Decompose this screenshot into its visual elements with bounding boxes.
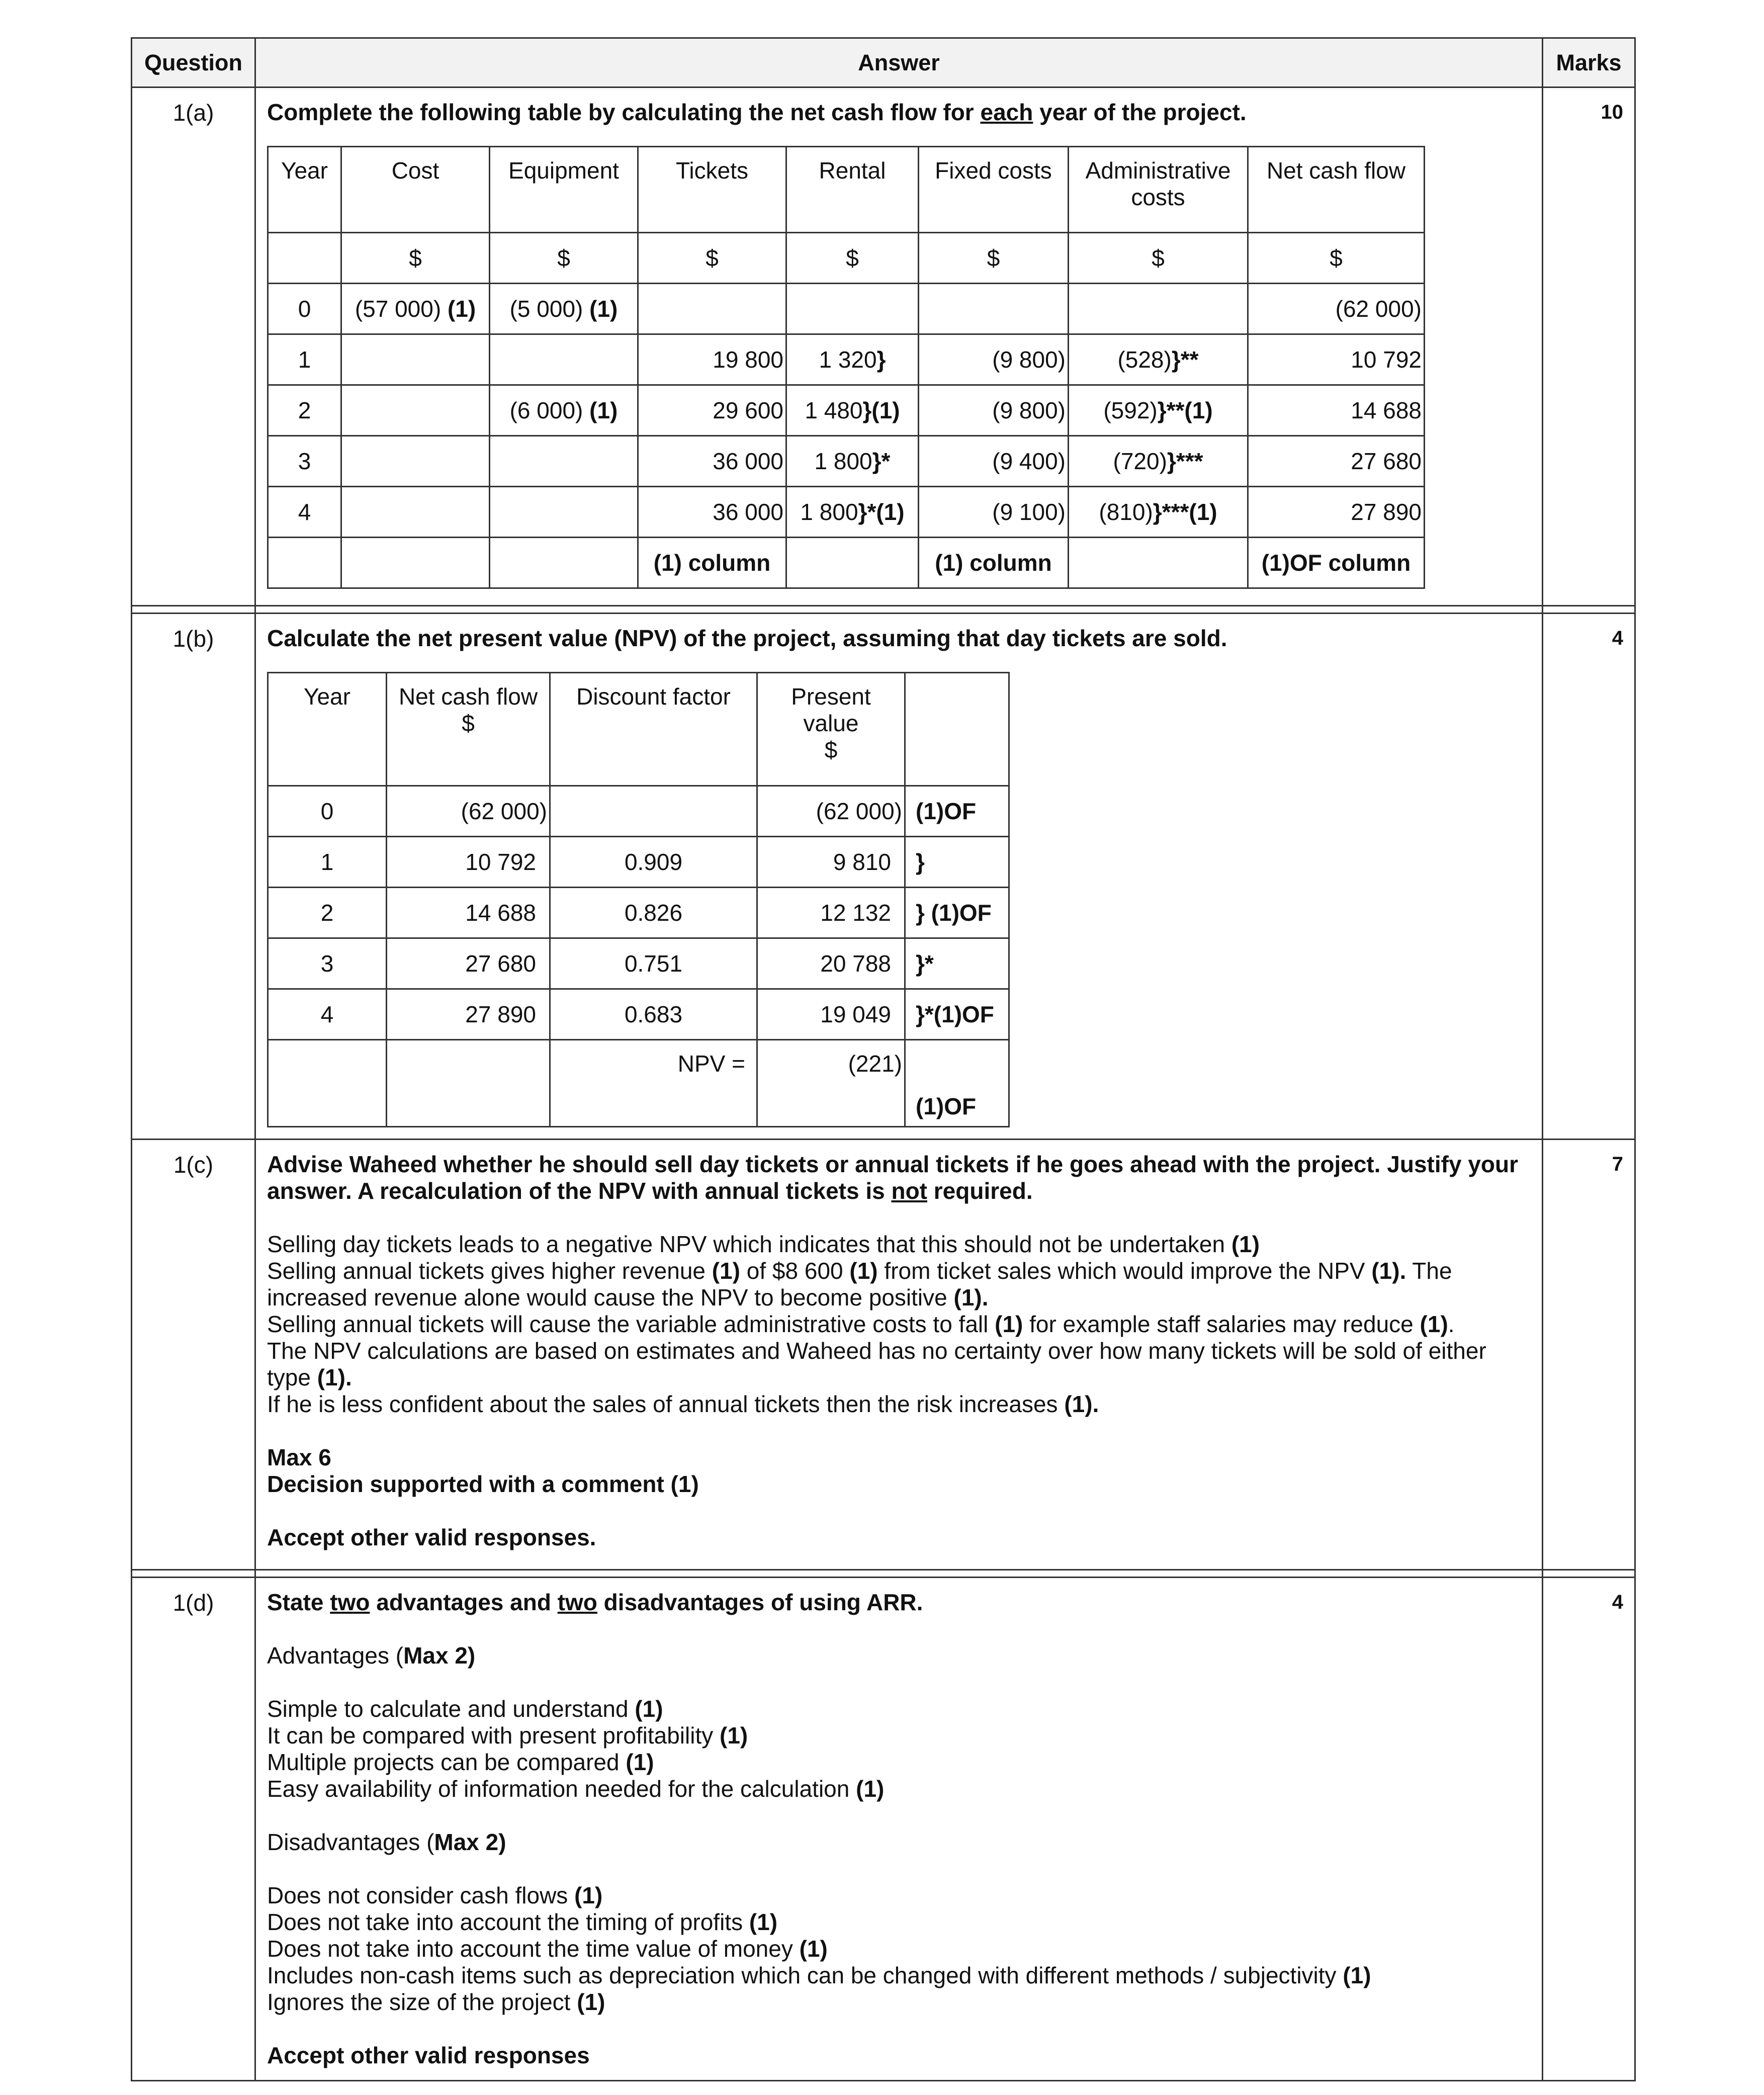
answer-point: Selling annual tickets gives higher revenue (1) of $8 600 (1) from ticket sales which would improve the NPV (1). The increased revenue alone would cause the NPV to become positive (1).	[267, 1258, 1452, 1311]
tickets-cell: 36 000	[638, 436, 786, 487]
unit-cell: $	[1069, 233, 1248, 284]
table-row	[268, 989, 1009, 1040]
column-mark: (1) column	[638, 538, 786, 588]
list-item: Multiple projects can be compared (1)	[267, 1749, 654, 1775]
year-cell: 1	[268, 334, 341, 385]
row-separator	[132, 606, 1635, 614]
table-row	[268, 938, 1009, 989]
question-number: 1(d)	[132, 1578, 255, 2081]
table-row	[268, 436, 1425, 487]
mark-cell: }	[905, 837, 1009, 888]
npv-row	[268, 1040, 1009, 1127]
admin-costs-cell: (592)}**(1)	[1069, 385, 1248, 436]
answer-cell	[255, 88, 1543, 606]
marks-value: 4	[1543, 614, 1635, 1140]
empty-cell	[387, 1040, 550, 1127]
present-value-cell: 12 132	[757, 888, 905, 938]
question-prompt: State two advantages and two disadvantages of using ARR.	[267, 1589, 923, 1615]
question-row-1c	[132, 1140, 1635, 1570]
mark-cell: (1)OF	[905, 1040, 1009, 1127]
column-header: Present value $	[757, 673, 905, 786]
present-value-cell: 19 049	[757, 989, 905, 1040]
question-header: Question	[132, 38, 255, 88]
rental-cell: 1 800}*(1)	[786, 487, 919, 538]
column-mark: (1)OF column	[1248, 538, 1425, 588]
discount-factor-cell	[550, 786, 757, 837]
question-number: 1(c)	[132, 1140, 255, 1570]
fixed-costs-cell: (9 800)	[919, 334, 1069, 385]
year-cell: 4	[268, 487, 341, 538]
cost-cell	[341, 334, 490, 385]
present-value-cell: 9 810	[757, 837, 905, 888]
column-header: Year	[268, 673, 387, 786]
table-row	[268, 888, 1009, 938]
net-cash-flow-cell: 14 688	[1248, 385, 1425, 436]
question-row-1a	[132, 88, 1635, 606]
table-row	[268, 385, 1425, 436]
footer-cell	[1069, 538, 1248, 588]
year-cell: 2	[268, 888, 387, 938]
fixed-costs-cell: (9 100)	[919, 487, 1069, 538]
unit-cell	[268, 233, 341, 284]
marks-value: 10	[1543, 88, 1635, 606]
unit-cell: $	[919, 233, 1069, 284]
max-marks-note: Max 6	[267, 1444, 331, 1470]
net-cash-flow-cell: 27 890	[387, 989, 550, 1040]
net-cash-flow-cell: 27 680	[387, 938, 550, 989]
equipment-cell: (6 000) (1)	[490, 385, 638, 436]
list-item: Does not consider cash flows (1)	[267, 1882, 603, 1908]
fixed-costs-cell	[919, 284, 1069, 334]
column-header	[905, 673, 1009, 786]
table-row	[268, 334, 1425, 385]
table-header-row	[268, 673, 1009, 786]
table-row	[268, 487, 1425, 538]
admin-costs-cell: (720)}***	[1069, 436, 1248, 487]
answer-point: Selling annual tickets will cause the variable administrative costs to fall (1) for example staff salaries may reduce (1).	[267, 1311, 1455, 1337]
present-value-cell: 20 788	[757, 938, 905, 989]
year-cell: 3	[268, 436, 341, 487]
net-cash-flow-cell: 10 792	[1248, 334, 1425, 385]
net-cash-flow-cell: (62 000)	[1248, 284, 1425, 334]
mark-scheme-table	[131, 37, 1636, 2081]
list-item: Ignores the size of the project (1)	[267, 1989, 605, 2015]
table-row	[268, 837, 1009, 888]
question-number: 1(b)	[132, 614, 255, 1140]
fixed-costs-cell: (9 400)	[919, 436, 1069, 487]
footer-cell	[341, 538, 490, 588]
decision-note: Decision supported with a comment (1)	[267, 1471, 699, 1497]
tickets-cell	[638, 284, 786, 334]
column-header: Tickets	[638, 147, 786, 233]
year-cell: 0	[268, 284, 341, 334]
fixed-costs-cell: (9 800)	[919, 385, 1069, 436]
unit-cell: $	[638, 233, 786, 284]
unit-cell: $	[1248, 233, 1425, 284]
column-header: Cost	[341, 147, 490, 233]
mark-cell: } (1)OF	[905, 888, 1009, 938]
present-value-cell: (62 000)	[757, 786, 905, 837]
header-row	[132, 38, 1635, 88]
question-number: 1(a)	[132, 88, 255, 606]
discount-factor-cell: 0.826	[550, 888, 757, 938]
mark-cell: (1)OF	[905, 786, 1009, 837]
column-header: Year	[268, 147, 341, 233]
equipment-cell: (5 000) (1)	[490, 284, 638, 334]
advantages-heading: Advantages (Max 2)	[267, 1642, 476, 1669]
rental-cell: 1 320}	[786, 334, 919, 385]
cost-cell	[341, 385, 490, 436]
admin-costs-cell	[1069, 284, 1248, 334]
rental-cell: 1 480}(1)	[786, 385, 919, 436]
net-cash-flow-cell: 27 680	[1248, 436, 1425, 487]
tickets-cell: 29 600	[638, 385, 786, 436]
list-item: Simple to calculate and understand (1)	[267, 1696, 663, 1722]
list-item: Includes non-cash items such as depreciation which can be changed with different methods / subjectivity (1)	[267, 1962, 1371, 1988]
marks-value: 4	[1543, 1578, 1635, 2081]
list-item: Does not take into account the timing of profits (1)	[267, 1909, 778, 1935]
year-cell: 1	[268, 837, 387, 888]
question-prompt: Calculate the net present value (NPV) of the project, assuming that day tickets are sold.	[267, 625, 1227, 651]
year-cell: 2	[268, 385, 341, 436]
admin-costs-cell: (810)}***(1)	[1069, 487, 1248, 538]
cost-cell: (57 000) (1)	[341, 284, 490, 334]
column-header: Net cash flow $	[387, 673, 550, 786]
cost-cell	[341, 487, 490, 538]
question-row-1b	[132, 614, 1635, 1140]
footer-cell	[268, 538, 341, 588]
rental-cell: 1 800}*	[786, 436, 919, 487]
npv-label: NPV =	[550, 1040, 757, 1127]
question-prompt: Advise Waheed whether he should sell day tickets or annual tickets if he goes ahead with the project. Justify your answer. A recalculation of the NPV with annual tickets is not required.	[267, 1151, 1519, 1204]
year-cell: 0	[268, 786, 387, 837]
year-cell: 3	[268, 938, 387, 989]
net-cash-flow-cell: 27 890	[1248, 487, 1425, 538]
equipment-cell	[490, 436, 638, 487]
column-header: Fixed costs	[919, 147, 1069, 233]
year-cell: 4	[268, 989, 387, 1040]
unit-cell: $	[341, 233, 490, 284]
net-cash-flow-cell: 14 688	[387, 888, 550, 938]
question-prompt: Complete the following table by calculating the net cash flow for each year of the project.	[267, 99, 1247, 125]
answer-point: The NPV calculations are based on estimates and Waheed has no certainty over how many tickets will be sold of either type (1).	[267, 1338, 1486, 1390]
unit-cell: $	[490, 233, 638, 284]
net-cash-flow-cell: 10 792	[387, 837, 550, 888]
admin-costs-cell: (528)}**	[1069, 334, 1248, 385]
tickets-cell: 36 000	[638, 487, 786, 538]
list-item: It can be compared with present profitability (1)	[267, 1722, 748, 1749]
net-cash-flow-cell: (62 000)	[387, 786, 550, 837]
table-header-row	[268, 147, 1425, 233]
npv-value: (221)	[757, 1040, 905, 1127]
column-header: Net cash flow	[1248, 147, 1425, 233]
answer-header: Answer	[255, 38, 1543, 88]
answer-cell	[255, 614, 1543, 1140]
answer-point: If he is less confident about the sales of annual tickets then the risk increases (1).	[267, 1391, 1099, 1417]
footer-cell	[786, 538, 919, 588]
accept-note: Accept other valid responses	[267, 2042, 590, 2068]
accept-note: Accept other valid responses.	[267, 1524, 596, 1550]
mark-cell: }*	[905, 938, 1009, 989]
table-units-row	[268, 233, 1425, 284]
rental-cell	[786, 284, 919, 334]
equipment-cell	[490, 487, 638, 538]
equipment-cell	[490, 334, 638, 385]
row-separator	[132, 1570, 1635, 1578]
marks-header: Marks	[1543, 38, 1635, 88]
column-header: Rental	[786, 147, 919, 233]
discount-factor-cell: 0.751	[550, 938, 757, 989]
discount-factor-cell: 0.909	[550, 837, 757, 888]
footer-cell	[490, 538, 638, 588]
empty-cell	[268, 1040, 387, 1127]
answer-cell	[255, 1140, 1543, 1570]
discount-factor-cell: 0.683	[550, 989, 757, 1040]
table-row	[268, 284, 1425, 334]
marks-value: 7	[1543, 1140, 1635, 1570]
mark-cell: }*(1)OF	[905, 989, 1009, 1040]
answer-point: Selling day tickets leads to a negative NPV which indicates that this should not be undertaken (1)	[267, 1231, 1260, 1257]
unit-cell: $	[786, 233, 919, 284]
table-footer-row	[268, 538, 1425, 588]
column-header: Discount factor	[550, 673, 757, 786]
answer-cell	[255, 1578, 1543, 2081]
disadvantages-heading: Disadvantages (Max 2)	[267, 1829, 506, 1855]
question-row-1d	[132, 1578, 1635, 2081]
list-item: Does not take into account the time value of money (1)	[267, 1936, 828, 1962]
column-header: Administrative costs	[1069, 147, 1248, 233]
npv-table	[267, 672, 1010, 1127]
column-header: Equipment	[490, 147, 638, 233]
cash-flow-table	[267, 146, 1425, 589]
tickets-cell: 19 800	[638, 334, 786, 385]
table-row	[268, 786, 1009, 837]
list-item: Easy availability of information needed for the calculation (1)	[267, 1776, 885, 1802]
cost-cell	[341, 436, 490, 487]
column-mark: (1) column	[919, 538, 1069, 588]
